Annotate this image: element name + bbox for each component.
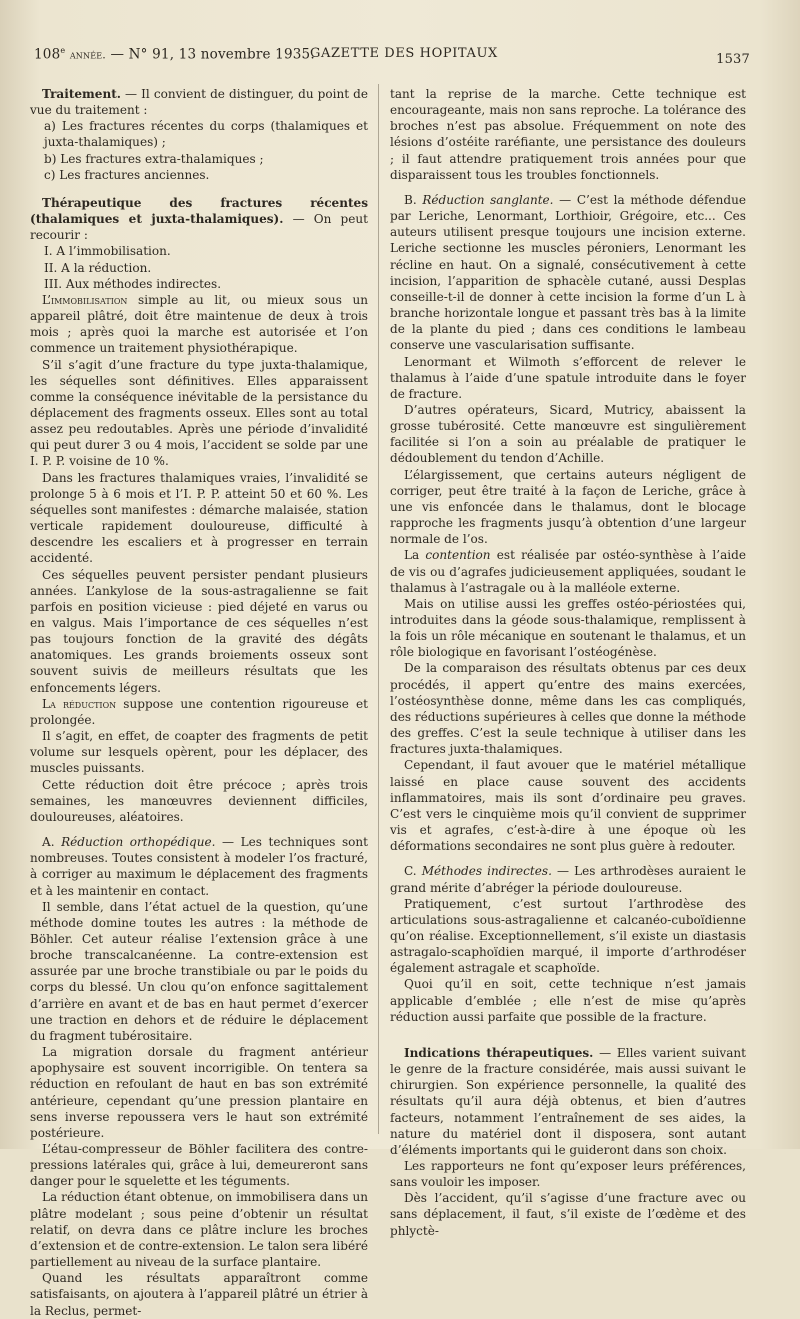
paragraph: Dès l’accident, qu’il s’agisse d’une fracture avec ou sans déplacement, il faut, s’il existe de l’œdème et des phlyctè- bbox=[390, 1191, 746, 1238]
paragraph: D’autres opérateurs, Sicard, Mutricy, abaissent la grosse tubérosité. Cette manœuvre est singulièrement facilitée si l’on a soin au préalable de pratiquer le dédoublement du tendon d’Achille. bbox=[390, 402, 746, 466]
paragraph: Lenormant et Wilmoth s’efforcent de relever le thalamus à l’aide d’une spatule introduite dans le foyer de fracture. bbox=[390, 354, 746, 401]
left-column bbox=[30, 86, 368, 1319]
page-number: 1537 bbox=[716, 52, 750, 67]
paragraph-text: La bbox=[404, 548, 426, 563]
paragraph: Cependant, il faut avouer que le matériel métallique laissé en place cause souvent des accidents inflammatoires, mais ils sont d’ordinaire peu graves. C’est vers le cinquième mois qu’il convient de supprimer vis et agrafes, c’est-à-dire à une époque où les déformations secondaires ne sont plus guère à redouter. bbox=[390, 758, 746, 854]
paragraph: Il s’agit, en effet, de coapter des fragments de petit volume sur lesquels opèrent, pour les déplacer, des muscles puissants. bbox=[30, 729, 368, 776]
paragraph: Dans les fractures thalamiques vraies, l’invalidité se prolonge 5 à 6 mois et l’I. P. P. atteint 50 et 60 %. Les séquelles sont manifestes : démarche malaisée, station verticale rapidement douloureuse, difficulté à descendre les escaliers et à progresser en terrain accidenté. bbox=[30, 470, 368, 566]
issue-number: 108 bbox=[34, 46, 61, 63]
subsection-orthopedique bbox=[30, 834, 368, 899]
paragraph-reduction bbox=[30, 696, 368, 728]
list-item: III. Aux méthodes indirectes. bbox=[44, 276, 222, 291]
issue-superscript: e bbox=[60, 46, 66, 55]
section-intro-traitement: — Il convient de distinguer, du point de vue du traitement : bbox=[30, 87, 368, 118]
paragraph: Cette réduction doit être précoce ; après trois semaines, les manœuvres deviennent difficiles, douloureuses, aléatoires. bbox=[30, 777, 368, 824]
paragraph-text: — C’est la méthode défendue par Leriche, Lenormant, Lorthioir, Grégoire, etc... Ces auteurs utilisent presque toujours une incision externe. Leriche sectionne les muscles péroniers, Lenormant les récline en haut. On a signalé, consécutivement à cette incision, l’apparition de sphacèle cutané, aussi Desplas conseille-t-il de donner à cette incision la forme d’un L à branche horizontale longue et passant très bas à la limite de la plante du pied ; dans ces conditions le lambeau conserve une vascularisation suffisante. bbox=[390, 192, 746, 353]
paragraph: Quand les résultats apparaîtront comme satisfaisants, on ajoutera à l’appareil plâtré un étrier à la Reclus, permet- bbox=[30, 1271, 368, 1318]
paragraph-text: — Les arthrodèses auraient le grand mérite d’abréger la période douloureuse. bbox=[390, 864, 746, 895]
issue-word: année. bbox=[69, 48, 106, 62]
paragraph-text: — Les techniques sont nombreuses. Toutes consistent à modeler l’os fracturé, à corriger au maximum le déplacement des fragments et à les maintenir en contact. bbox=[30, 835, 368, 898]
right-column bbox=[390, 86, 746, 1239]
paragraph: Les rapporteurs ne font qu’exposer leurs préférences, sans vouloir les imposer. bbox=[390, 1159, 746, 1190]
paragraph: De la comparaison des résultats obtenus par ces deux procédés, il appert qu’entre des mains exercées, l’ostéosynthèse donne, même dans les cas compliqués, des réductions supérieures à celles que donne la méthode des greffes. C’est la seule technique à utiliser dans les fractures juxta-thalamiques. bbox=[390, 661, 746, 757]
subsection-label: A. bbox=[42, 835, 62, 850]
paragraph: Il semble, dans l’état actuel de la question, qu’une méthode domine toutes les autres : la méthode de Böhler. Cet auteur réalise l’extension grâce à une broche transcalcanéenne. La contre-extension est assurée par une broche transtibiale ou par le poids du corps du blessé. Un clou qu’on enfonce sagittalement d’arrière en avant et de bas en haut permet d’exercer une traction en dehors et de réduire le déplacement du fragment tubérositaire. bbox=[30, 899, 368, 1043]
paragraph: Pratiquement, c’est surtout l’arthrodèse des articulations sous-astragalienne et calcanéo-cuboïdienne qu’on réalise. Exceptionnellement, s’il existe un diastasis astragalo-scaphoïdien marqué, il importe d’arthrodéser également astragale et scaphoïde. bbox=[390, 896, 746, 976]
list-item: c) Les fractures anciennes. bbox=[44, 167, 210, 182]
issue-date: — N° 91, 13 novembre 1935. bbox=[110, 46, 315, 63]
subsection-sanglante bbox=[390, 192, 746, 354]
paragraph: Quoi qu’il en soit, cette technique n’est jamais applicable d’emblée ; elle n’est de mise qu’après réduction aussi parfaite que possible de la fracture. bbox=[390, 977, 746, 1024]
section-therapeutique bbox=[30, 195, 368, 243]
journal-title: GAZETTE DES HOPITAUX bbox=[310, 46, 498, 61]
paragraph-immobilisation bbox=[30, 292, 368, 357]
paragraph-text: suppose une contention rigoureuse et prolongée. bbox=[30, 696, 368, 727]
subsection-title-indirectes: Méthodes indirectes. bbox=[421, 864, 552, 879]
paragraph-text: — Elles varient suivant le genre de la fracture considérée, mais aussi suivant le chirurgien. Son expérience personnelle, la qualité des résultats qu’il aura déjà obtenus, et bien d’autres facteurs, notamment l’entraînement de ses aides, la nature du matériel dont il disposera, sont autant d’éléments importants qui le guideront dans son choix. bbox=[390, 1045, 746, 1157]
section-title-indications: Indications thérapeutiques. bbox=[404, 1045, 594, 1060]
paragraph: L’étau-compresseur de Böhler facilitera des contre-pressions latérales qui, grâce à lui, demeureront sans danger pour le squelette et les téguments. bbox=[30, 1142, 368, 1189]
paragraph: La réduction étant obtenue, on immobilisera dans un plâtre modelant ; sous peine d’obtenir un résultat relatif, on devra dans ce plâtre inclure les broches d’extension et de contre-extension. Le talon sera libéré partiellement au niveau de la surface plantaire. bbox=[30, 1190, 368, 1270]
running-header bbox=[34, 42, 750, 72]
section-title-traitement: Traitement. bbox=[42, 87, 121, 101]
paragraph: Mais on utilise aussi les greffes ostéo-périostées qui, introduites dans la géode sous-thalamique, remplissent à la fois un rôle mécanique en soutenant le thalamus, et un rôle biologique en favorisant l’ostéogénèse. bbox=[390, 596, 746, 660]
subsection-title-orthopedique: Réduction orthopédique. bbox=[61, 835, 216, 850]
list-item: b) Les fractures extra-thalamiques ; bbox=[44, 151, 264, 166]
subsection-indirectes bbox=[390, 863, 746, 895]
section-title-therapeutique: Thérapeutique des fractures récentes (thalamiques et juxta-thalamiques). bbox=[30, 195, 368, 227]
paragraph: Ces séquelles peuvent persister pendant plusieurs années. L’ankylose de la sous-astragalienne se fait parfois en position vicieuse : pied déjeté en varus ou en valgus. Mais l’importance de ces séquelles n’est pas toujours fonction de la gravité des dégâts anatomiques. Les grands broiements osseux sont souvent suivis de meilleurs résultats que les enfoncements légers. bbox=[30, 567, 368, 695]
paragraph-contention bbox=[390, 547, 746, 595]
italic-term-contention: contention bbox=[425, 548, 491, 563]
subsection-label: C. bbox=[404, 864, 422, 879]
list-item: II. A la réduction. bbox=[44, 260, 152, 275]
paragraph: La migration dorsale du fragment antérieur apophysaire est souvent incorrigible. On tentera sa réduction en refoulant de haut en bas son extrémité antérieure, cependant qu’une pression plantaire en sens inverse repoussera vers le haut son extrémité postérieure. bbox=[30, 1045, 368, 1140]
subsection-title-sanglante: Réduction sanglante. bbox=[422, 192, 554, 207]
paragraph-text: simple au lit, ou mieux sous un appareil plâtré, doit être maintenue de deux à trois mois ; après quoi la marche est autorisée et l’on commence un traitement physiothérapique. bbox=[30, 292, 368, 356]
list-item: a) Les fractures récentes du corps (thalamiques et juxta-thalamiques) ; bbox=[44, 119, 368, 150]
run-in-immobilisation: L’immobilisation bbox=[42, 292, 128, 307]
subsection-label: B. bbox=[404, 192, 423, 207]
section-indications bbox=[390, 1045, 746, 1158]
column-divider bbox=[378, 84, 379, 1134]
run-in-reduction: La réduction bbox=[42, 696, 117, 711]
paragraph-text: est réalisée par ostéo-synthèse à l’aide de vis ou d’agrafes judicieusement appliquées, soudant le thalamus à l’astragale ou à la malléole externe. bbox=[390, 548, 746, 595]
section-traitement bbox=[30, 86, 368, 118]
paragraph: L’élargissement, que certains auteurs négligent de corriger, peut être traité à la façon de Leriche, grâce à une vis enfoncée dans le thalamus, dont le blocage rapproche les fragments jusqu’à obtention d’une largeur normale de l’os. bbox=[390, 467, 746, 547]
issue-info bbox=[34, 46, 315, 63]
list-item: I. A l’immobilisation. bbox=[44, 244, 171, 259]
paragraph-continued: tant la reprise de la marche. Cette technique est encourageante, mais non sans reproche. La tolérance des broches n’est pas absolue. Fréquemment on note des lésions d’ostéite raréfiante, une persistance des douleurs ; il faut attendre pratiquement trois années pour que disparaissent tous les troubles fonctionnels. bbox=[390, 87, 746, 182]
paragraph: S’il s’agit d’une fracture du type juxta-thalamique, les séquelles sont définitives. Elles apparaissent comme la conséquence inévitable de la persistance du déplacement des fragments osseux. Elles sont au total assez peu redoutables. Après une période d’invalidité qui peut durer 3 ou 4 mois, l’accident se solde par une I. P. P. voisine de 10 %. bbox=[30, 357, 368, 469]
section-intro-therapeutique: — On peut recourir : bbox=[30, 212, 368, 243]
